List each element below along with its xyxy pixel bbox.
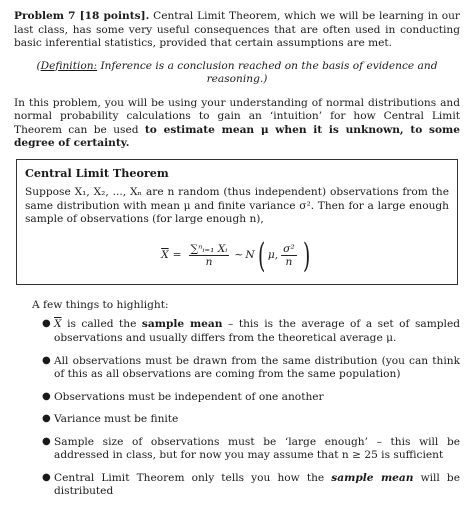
clt-box-text: Suppose X₁, X₂, ..., Xₙ are n random (thus independent) observations from the same distribution with mean μ and finite variance σ². Then for a large enough sample of observations (for large enough n), [25,186,449,226]
highlights-list [32,318,460,498]
formula-normal: N [245,249,255,262]
instruction-bold-text: to estimate mean μ when it is unknown, to some degree of certainty. [14,123,460,150]
highlights-section [14,299,460,499]
clt-formula [25,233,449,279]
clt-box-title: Central Limit Theorem [25,165,169,180]
formula-variance-den: n [285,256,293,269]
formula-right-paren: ) [302,235,310,276]
formula-approx: ∼ [234,249,244,262]
highlight-bold: sample mean [331,471,414,484]
highlight-item [42,355,460,382]
formula-xbar: $\overline{X}$ [161,249,169,262]
problem-text: Central Limit Theorem, which we will be learning in our last class, has some very useful consequences that are often used in conducting basic inferential statistics, provided that certain assumptions are met. [14,10,460,50]
definition-label: Definition: [40,59,98,72]
problem-heading: Problem 7 [18 points]. [14,10,150,22]
highlight-text: All observations must be drawn from the same distribution (you can think of this as all observations are coming from the same population) [54,354,460,381]
formula-denominator: n [205,256,213,269]
instruction-text: In this problem, you will be using your understanding of normal distributions and normal probability calculations to gain an ‘intuition’ for how Central Limit Theorem can be used [14,96,460,136]
bullet-icon: ● [42,318,51,330]
formula-left-paren: ( [257,235,265,276]
bullet-icon: ● [42,390,51,402]
formula-mu: μ, [267,249,279,262]
highlights-intro: A few things to highlight: [32,298,169,311]
clt-theorem-box [16,159,458,285]
highlight-pre: Central Limit Theorem only tells you how the [54,471,332,484]
highlight-text: Observations must be independent of one another [54,390,324,403]
highlight-item [42,436,460,463]
highlight-item [42,413,460,427]
bullet-icon: ● [42,471,51,483]
definition-text: Inference is a conclusion reached on the basis of evidence and reasoning. [100,59,438,86]
bullet-icon: ● [42,354,51,366]
highlight-pre: is called the [61,318,142,331]
highlight-item [42,472,460,499]
highlight-item [42,391,460,405]
formula-numerator: ∑ⁿᵢ₌₁ Xᵢ [190,242,228,255]
highlight-bold: sample mean [141,318,223,331]
formula-equals: = [172,249,182,262]
formula-variance-num: σ² [283,242,295,255]
highlight-item [42,318,460,345]
problem-statement [14,10,460,51]
highlight-text: Sample size of observations must be ‘large enough’ – this will be addressed in class, but for now you may assume that n ≥ 25 is sufficient [54,435,460,462]
formula-fraction [189,243,230,269]
highlight-post: – this is the average of a set of sampled observations and usually differs from the theoretical average μ. [54,318,460,345]
highlight-text: Variance must be finite [54,413,179,426]
formula-variance-fraction [281,243,296,269]
bullet-icon: ● [42,435,51,447]
highlight-post: will be distributed [54,471,460,498]
instruction-paragraph [14,97,460,151]
definition: (Definition: Inference is a conclusion reached on the basis of evidence and reasoning.) [36,59,438,86]
highlight-xbar: $\overline{X}$ [54,318,62,331]
bullet-icon: ● [42,413,51,425]
